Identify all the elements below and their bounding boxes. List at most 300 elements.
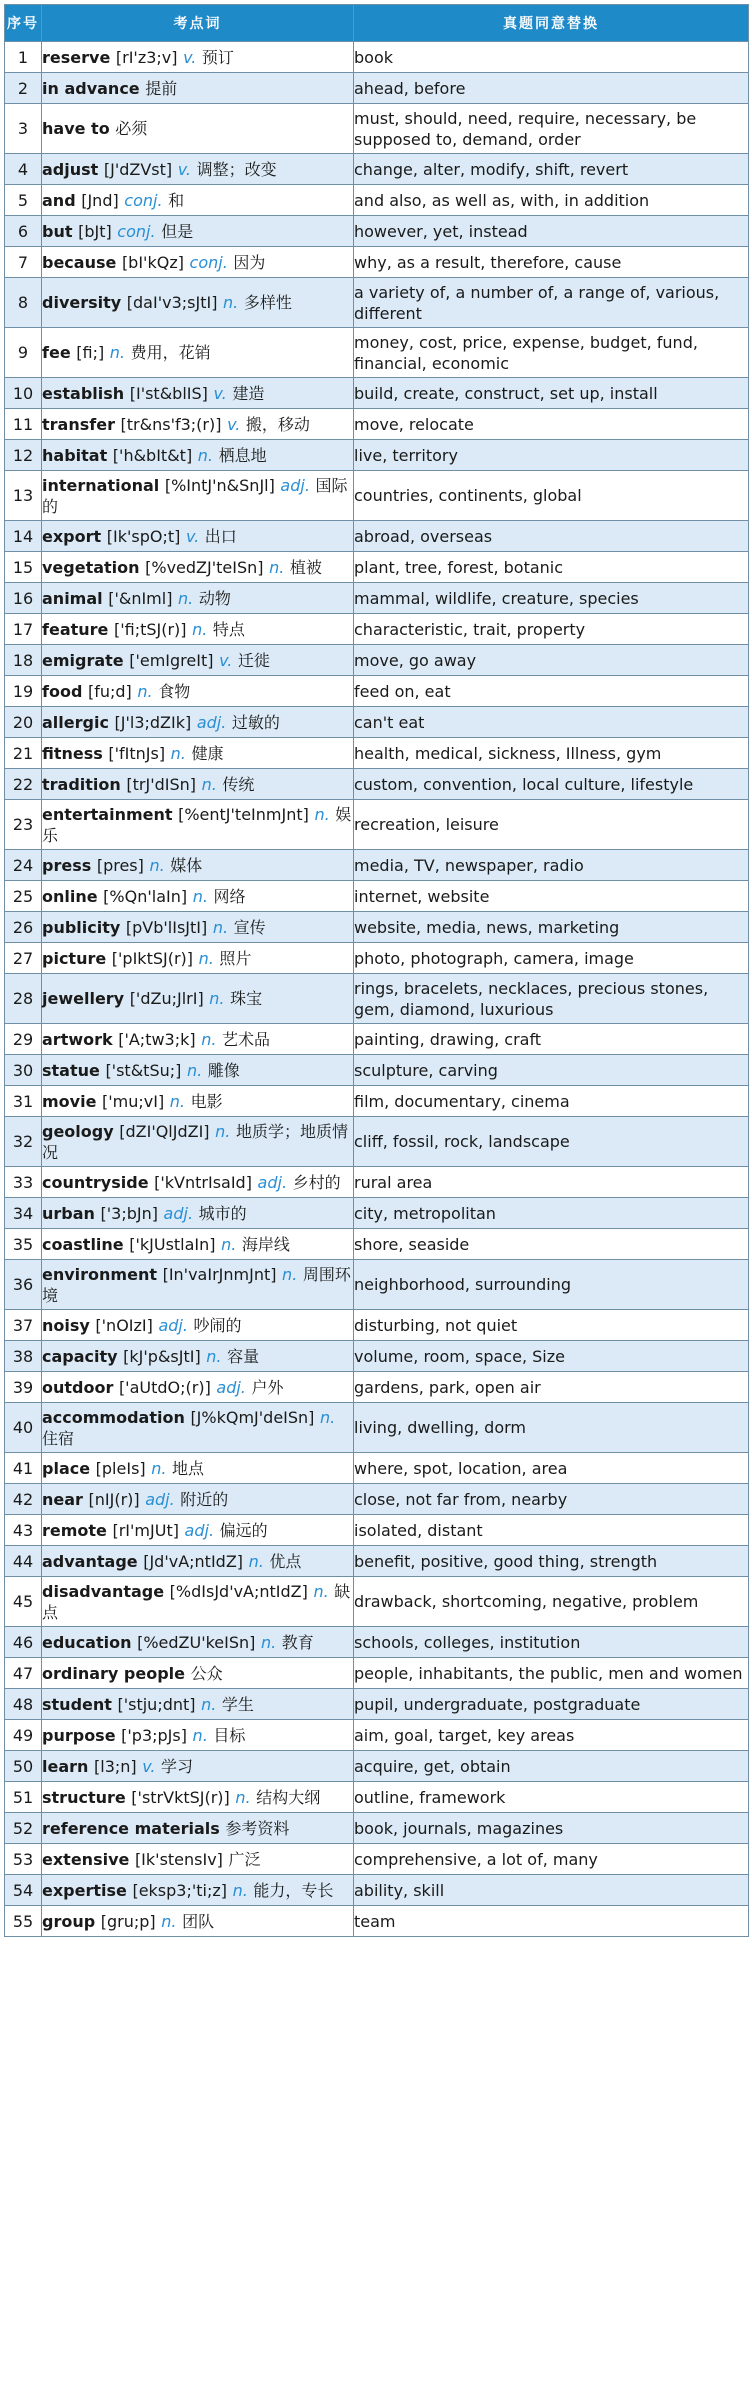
row-number: 50 [5, 1751, 42, 1782]
term-cell [42, 1403, 354, 1453]
synonyms-cell: neighborhood, surrounding [354, 1260, 749, 1310]
term-chinese: 电影 [190, 1091, 223, 1111]
term-phonetic: [Ik'stensIv] [134, 1849, 223, 1869]
term-chinese: 结构大纲 [256, 1787, 321, 1807]
term-phonetic: [%entJ'teInmJnt] [178, 804, 309, 824]
table-row [5, 1720, 749, 1751]
synonyms-cell: benefit, positive, good thing, strength [354, 1546, 749, 1577]
term-phonetic: ['p3;pJs] [121, 1725, 187, 1745]
term-part-of-speech: conj. [189, 252, 228, 272]
term-word: remote [42, 1520, 107, 1540]
synonyms-cell: money, cost, price, expense, budget, fund, financial, economic [354, 328, 749, 378]
term-word: press [42, 855, 92, 875]
table-row [5, 1844, 749, 1875]
term-cell [42, 440, 354, 471]
synonyms-cell: however, yet, instead [354, 216, 749, 247]
term-cell [42, 1658, 354, 1689]
term-part-of-speech: n. [201, 774, 217, 794]
synonyms-cell: photo, photograph, camera, image [354, 943, 749, 974]
term-chinese: 建造 [232, 383, 265, 403]
term-chinese: 过敏的 [231, 712, 280, 732]
synonyms-cell: outline, framework [354, 1782, 749, 1813]
term-chinese: 特点 [212, 619, 245, 639]
row-number: 27 [5, 943, 42, 974]
term-part-of-speech: n. [149, 855, 165, 875]
term-phonetic: [trJ'dISn] [126, 774, 196, 794]
term-cell [42, 552, 354, 583]
term-cell [42, 1577, 354, 1627]
term-chinese: 娱乐 [42, 804, 352, 845]
table-row [5, 1627, 749, 1658]
term-phonetic: ['strVktSJ(r)] [131, 1787, 230, 1807]
term-phonetic: [pres] [96, 855, 144, 875]
row-number: 37 [5, 1310, 42, 1341]
term-word: statue [42, 1060, 100, 1080]
term-chinese: 公众 [190, 1663, 223, 1683]
term-cell [42, 278, 354, 328]
term-cell [42, 881, 354, 912]
term-phonetic: [%IntJ'n&SnJl] [164, 475, 275, 495]
row-number: 19 [5, 676, 42, 707]
term-word: artwork [42, 1029, 113, 1049]
term-phonetic: ['fi;tSJ(r)] [113, 619, 187, 639]
term-chinese: 户外 [251, 1377, 284, 1397]
table-row [5, 1341, 749, 1372]
term-phonetic: ['fItnJs] [108, 743, 166, 763]
table-row [5, 471, 749, 521]
table-row [5, 1546, 749, 1577]
synonyms-cell: website, media, news, marketing [354, 912, 749, 943]
term-part-of-speech: v. [142, 1756, 156, 1776]
term-cell [42, 583, 354, 614]
term-word: near [42, 1489, 83, 1509]
term-cell [42, 42, 354, 73]
term-chinese: 地点 [172, 1458, 205, 1478]
table-row [5, 521, 749, 552]
term-word: capacity [42, 1346, 118, 1366]
row-number: 30 [5, 1055, 42, 1086]
synonyms-cell: must, should, need, require, necessary, be supposed to, demand, order [354, 104, 749, 154]
table-row [5, 1117, 749, 1167]
term-cell [42, 1782, 354, 1813]
table-row [5, 881, 749, 912]
term-part-of-speech: n. [151, 1458, 167, 1478]
row-number: 42 [5, 1484, 42, 1515]
synonyms-cell: change, alter, modify, shift, revert [354, 154, 749, 185]
term-cell [42, 1720, 354, 1751]
synonyms-cell: recreation, leisure [354, 800, 749, 850]
term-chinese: 出口 [204, 526, 237, 546]
term-cell [42, 800, 354, 850]
row-number: 32 [5, 1117, 42, 1167]
term-chinese: 周围环境 [42, 1264, 351, 1305]
table-row [5, 645, 749, 676]
term-phonetic: [Jnd] [81, 190, 119, 210]
term-cell [42, 1086, 354, 1117]
term-cell [42, 104, 354, 154]
term-phonetic: [l3;n] [94, 1756, 137, 1776]
term-phonetic: [dZI'QlJdZI] [119, 1121, 210, 1141]
row-number: 20 [5, 707, 42, 738]
synonyms-cell: custom, convention, local culture, lifestyle [354, 769, 749, 800]
table-row [5, 378, 749, 409]
table-row [5, 1515, 749, 1546]
table-row [5, 800, 749, 850]
term-chinese: 城市的 [198, 1203, 247, 1223]
row-number: 34 [5, 1198, 42, 1229]
term-word: outdoor [42, 1377, 114, 1397]
term-word: in advance [42, 78, 140, 98]
table-row [5, 247, 749, 278]
row-number: 28 [5, 974, 42, 1024]
term-word: ordinary people [42, 1663, 185, 1683]
term-phonetic: [fu;d] [87, 681, 132, 701]
term-cell [42, 1484, 354, 1515]
synonyms-cell: move, go away [354, 645, 749, 676]
table-row [5, 1403, 749, 1453]
synonyms-cell: feed on, eat [354, 676, 749, 707]
table-row [5, 1813, 749, 1844]
term-cell [42, 1372, 354, 1403]
term-word: establish [42, 383, 125, 403]
term-cell [42, 1198, 354, 1229]
term-cell [42, 614, 354, 645]
term-chinese: 调整；改变 [196, 159, 277, 179]
term-chinese: 艺术品 [222, 1029, 271, 1049]
table-row [5, 42, 749, 73]
header-term: 考点词 [42, 5, 354, 42]
term-chinese: 缺点 [42, 1581, 351, 1622]
synonyms-cell: a variety of, a number of, a range of, various, different [354, 278, 749, 328]
term-phonetic: [kJ'p&sJtI] [123, 1346, 201, 1366]
term-phonetic: ['kVntrIsaId] [154, 1172, 252, 1192]
term-word: habitat [42, 445, 108, 465]
row-number: 5 [5, 185, 42, 216]
row-number: 53 [5, 1844, 42, 1875]
table-row [5, 1260, 749, 1310]
term-phonetic: ['&nIml] [108, 588, 173, 608]
term-phonetic: ['st&tSu;] [105, 1060, 182, 1080]
term-cell [42, 1689, 354, 1720]
term-word: adjust [42, 159, 99, 179]
row-number: 11 [5, 409, 42, 440]
term-cell [42, 676, 354, 707]
term-chinese: 宣传 [233, 917, 266, 937]
table-row [5, 1167, 749, 1198]
term-part-of-speech: n. [201, 1029, 217, 1049]
row-number: 45 [5, 1577, 42, 1627]
term-phonetic: [I'st&blIS] [129, 383, 208, 403]
term-phonetic: [eksp3;'ti;z] [132, 1880, 228, 1900]
row-number: 1 [5, 42, 42, 73]
term-cell [42, 1024, 354, 1055]
row-number: 39 [5, 1372, 42, 1403]
term-part-of-speech: v. [213, 383, 227, 403]
header-synonyms: 真题同意替换 [354, 5, 749, 42]
term-chinese: 雕像 [207, 1060, 240, 1080]
term-chinese: 目标 [213, 1725, 246, 1745]
term-part-of-speech: n. [198, 948, 214, 968]
term-phonetic: [pVb'lIsJtI] [125, 917, 208, 937]
synonyms-cell: countries, continents, global [354, 471, 749, 521]
synonyms-cell: rural area [354, 1167, 749, 1198]
term-word: export [42, 526, 102, 546]
term-chinese: 栖息地 [218, 445, 267, 465]
synonyms-cell: comprehensive, a lot of, many [354, 1844, 749, 1875]
term-chinese: 参考资料 [225, 1818, 290, 1838]
term-chinese: 地质学；地质情况 [42, 1121, 348, 1162]
synonyms-cell: mammal, wildlife, creature, species [354, 583, 749, 614]
term-word: geology [42, 1121, 114, 1141]
table-row [5, 1229, 749, 1260]
synonyms-cell: abroad, overseas [354, 521, 749, 552]
table-row [5, 1906, 749, 1937]
row-number: 22 [5, 769, 42, 800]
term-chinese: 照片 [219, 948, 252, 968]
term-word: disadvantage [42, 1581, 165, 1601]
term-chinese: 海岸线 [241, 1234, 290, 1254]
synonyms-cell: ahead, before [354, 73, 749, 104]
row-number: 10 [5, 378, 42, 409]
row-number: 29 [5, 1024, 42, 1055]
row-number: 24 [5, 850, 42, 881]
term-word: because [42, 252, 117, 272]
row-number: 9 [5, 328, 42, 378]
row-number: 26 [5, 912, 42, 943]
term-word: coastline [42, 1234, 124, 1254]
term-cell [42, 409, 354, 440]
term-word: publicity [42, 917, 121, 937]
term-cell [42, 378, 354, 409]
term-cell [42, 1844, 354, 1875]
row-number: 35 [5, 1229, 42, 1260]
term-cell [42, 154, 354, 185]
term-chinese: 和 [168, 190, 185, 210]
table-row [5, 1875, 749, 1906]
term-cell [42, 1813, 354, 1844]
table-header-row [5, 5, 749, 42]
term-word: place [42, 1458, 91, 1478]
term-chinese: 住宿 [42, 1428, 75, 1448]
term-word: accommodation [42, 1407, 185, 1427]
term-phonetic: ['aUtdO;(r)] [118, 1377, 211, 1397]
table-row [5, 943, 749, 974]
term-cell [42, 216, 354, 247]
synonyms-cell: living, dwelling, dorm [354, 1403, 749, 1453]
synonyms-cell: isolated, distant [354, 1515, 749, 1546]
term-cell [42, 1627, 354, 1658]
term-cell [42, 912, 354, 943]
row-number: 14 [5, 521, 42, 552]
row-number: 38 [5, 1341, 42, 1372]
row-number: 40 [5, 1403, 42, 1453]
row-number: 4 [5, 154, 42, 185]
term-part-of-speech: n. [212, 917, 229, 937]
term-word: allergic [42, 712, 109, 732]
row-number: 36 [5, 1260, 42, 1310]
synonyms-cell: disturbing, not quiet [354, 1310, 749, 1341]
synonyms-cell: cliff, fossil, rock, landscape [354, 1117, 749, 1167]
synonyms-cell: characteristic, trait, property [354, 614, 749, 645]
term-part-of-speech: n. [109, 343, 126, 362]
table-row [5, 1577, 749, 1627]
table-row [5, 1658, 749, 1689]
term-phonetic: ['A;tw3;k] [118, 1029, 196, 1049]
term-phonetic: [pleIs] [95, 1458, 146, 1478]
term-chinese: 但是 [161, 221, 194, 241]
term-part-of-speech: n. [197, 445, 214, 465]
term-phonetic: [bJt] [78, 221, 112, 241]
table-row [5, 850, 749, 881]
term-word: have to [42, 119, 110, 138]
term-cell [42, 471, 354, 521]
row-number: 52 [5, 1813, 42, 1844]
term-word: structure [42, 1787, 126, 1807]
term-word: environment [42, 1264, 157, 1284]
table-row [5, 154, 749, 185]
term-part-of-speech: v. [183, 47, 197, 67]
term-part-of-speech: n. [186, 1060, 203, 1080]
term-cell [42, 1906, 354, 1937]
term-part-of-speech: n. [170, 743, 186, 763]
term-cell [42, 707, 354, 738]
term-cell [42, 73, 354, 104]
term-word: online [42, 886, 98, 906]
term-part-of-speech: v. [219, 650, 233, 670]
term-phonetic: [J'dZVst] [103, 159, 173, 179]
table-row [5, 1310, 749, 1341]
term-chinese: 乡村的 [292, 1172, 341, 1192]
term-word: countryside [42, 1172, 149, 1192]
term-chinese: 搬，移动 [245, 414, 310, 434]
term-phonetic: [%edZU'keISn] [137, 1632, 256, 1652]
row-number: 2 [5, 73, 42, 104]
term-chinese: 预订 [201, 47, 234, 67]
term-cell [42, 1751, 354, 1782]
synonyms-cell: media, TV, newspaper, radio [354, 850, 749, 881]
table-row [5, 328, 749, 378]
term-cell [42, 1117, 354, 1167]
table-row [5, 73, 749, 104]
table-row [5, 769, 749, 800]
term-chinese: 附近的 [180, 1489, 229, 1509]
term-part-of-speech: n. [314, 804, 330, 824]
term-cell [42, 1546, 354, 1577]
synonyms-cell: shore, seaside [354, 1229, 749, 1260]
synonyms-cell: people, inhabitants, the public, men and women [354, 1658, 749, 1689]
term-chinese: 偏远的 [219, 1520, 268, 1540]
term-phonetic: ['dZu;JlrI] [129, 989, 204, 1008]
synonyms-cell: rings, bracelets, necklaces, precious stones, gem, diamond, luxurious [354, 974, 749, 1024]
term-part-of-speech: n. [161, 1911, 177, 1931]
term-part-of-speech: adj. [196, 712, 227, 732]
term-word: learn [42, 1756, 89, 1776]
term-word: feature [42, 619, 109, 639]
row-number: 21 [5, 738, 42, 769]
header-number: 序号 [5, 5, 42, 42]
term-cell [42, 1453, 354, 1484]
synonyms-cell: acquire, get, obtain [354, 1751, 749, 1782]
term-word: transfer [42, 414, 115, 434]
term-chinese: 吵闹的 [193, 1315, 242, 1335]
term-phonetic: [J%kQmJ'deISn] [190, 1407, 315, 1427]
term-cell [42, 1310, 354, 1341]
term-part-of-speech: n. [232, 1880, 248, 1900]
row-number: 3 [5, 104, 42, 154]
term-chinese: 多样性 [243, 293, 292, 312]
row-number: 6 [5, 216, 42, 247]
term-part-of-speech: v. [185, 526, 200, 546]
term-cell [42, 943, 354, 974]
term-cell [42, 521, 354, 552]
term-part-of-speech: n. [192, 886, 208, 906]
term-cell [42, 769, 354, 800]
term-chinese: 迁徙 [237, 650, 270, 670]
row-number: 48 [5, 1689, 42, 1720]
term-word: advantage [42, 1551, 138, 1571]
term-word: international [42, 475, 160, 495]
term-word: entertainment [42, 804, 173, 824]
synonyms-cell: book [354, 42, 749, 73]
synonyms-cell: build, create, construct, set up, install [354, 378, 749, 409]
synonyms-cell: and also, as well as, with, in addition [354, 185, 749, 216]
synonyms-cell: schools, colleges, institution [354, 1627, 749, 1658]
term-part-of-speech: n. [260, 1632, 277, 1652]
vocabulary-table [4, 4, 749, 1937]
term-cell [42, 1875, 354, 1906]
table-row [5, 185, 749, 216]
term-part-of-speech: conj. [117, 221, 156, 241]
term-chinese: 教育 [281, 1632, 314, 1652]
term-part-of-speech: n. [269, 557, 285, 577]
table-row [5, 1484, 749, 1515]
synonyms-cell: health, medical, sickness, Illness, gym [354, 738, 749, 769]
term-word: urban [42, 1203, 95, 1223]
synonyms-cell: city, metropolitan [354, 1198, 749, 1229]
term-chinese: 媒体 [170, 855, 203, 875]
term-word: student [42, 1694, 112, 1714]
table-row [5, 974, 749, 1024]
term-part-of-speech: adj. [158, 1315, 188, 1335]
term-word: movie [42, 1091, 97, 1111]
term-word: but [42, 221, 73, 241]
term-cell [42, 328, 354, 378]
table-row [5, 1751, 749, 1782]
term-phonetic: [Jd'vA;ntIdZ] [143, 1551, 244, 1571]
row-number: 16 [5, 583, 42, 614]
term-phonetic: ['stju;dnt] [117, 1694, 196, 1714]
term-cell [42, 645, 354, 676]
term-word: fitness [42, 743, 103, 763]
term-part-of-speech: adj. [163, 1203, 194, 1223]
term-chinese: 珠宝 [230, 989, 263, 1008]
synonyms-cell: book, journals, magazines [354, 1813, 749, 1844]
term-part-of-speech: n. [192, 619, 208, 639]
table-row [5, 104, 749, 154]
term-part-of-speech: n. [137, 681, 153, 701]
table-row [5, 409, 749, 440]
table-row [5, 1689, 749, 1720]
term-cell [42, 974, 354, 1024]
term-part-of-speech: n. [169, 1091, 186, 1111]
term-phonetic: ['3;bJn] [100, 1203, 158, 1223]
term-part-of-speech: n. [320, 1407, 336, 1427]
table-row [5, 1024, 749, 1055]
term-chinese: 容量 [227, 1346, 260, 1366]
term-word: diversity [42, 293, 122, 312]
term-word: tradition [42, 774, 121, 794]
table-row [5, 440, 749, 471]
